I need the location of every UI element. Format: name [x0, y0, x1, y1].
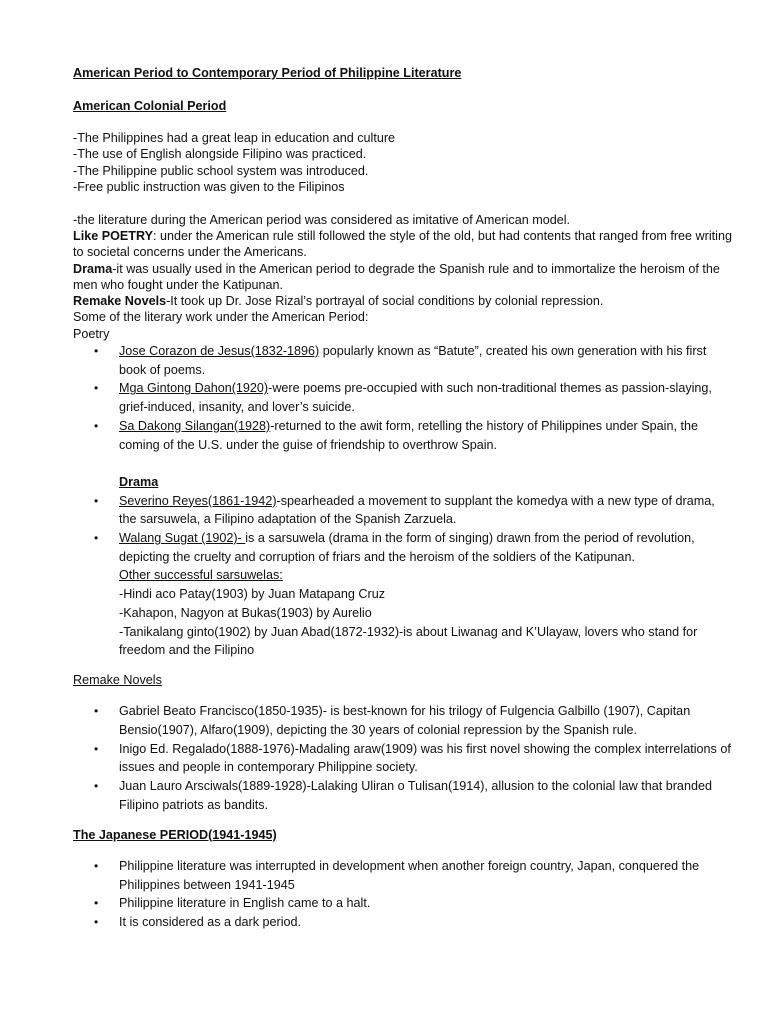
- drama-paragraph: [73, 261, 733, 294]
- drama-list: [73, 492, 733, 567]
- imitative-paragraph: -the literature during the American period was considered as imitative of American model.: [73, 212, 570, 227]
- list-item: [73, 529, 733, 566]
- drama-item-link: Walang Sugat (1902)-: [119, 531, 246, 546]
- list-item: [73, 417, 733, 454]
- colonial-point: -The Philippines had a great leap in education and culture: [73, 131, 396, 146]
- japanese-heading: The Japanese PERIOD(1941-1945): [73, 827, 277, 842]
- poetry-list: [73, 342, 733, 454]
- list-item: • Philippine literature was interrupted in development when another foreign country, Japan, conquered the Philippines between 1941-1945: [73, 857, 733, 894]
- remake-list: [73, 702, 733, 814]
- other-sarsuwelas-heading: Other successful sarsuwelas:: [119, 568, 283, 583]
- poetry-item-text: popularly known as “Batute”, created his own generation with his first book of poems.: [119, 344, 707, 377]
- document-title: American Period to Contemporary Period of Philippine Literature: [73, 66, 462, 80]
- drama-label: Drama: [73, 261, 113, 276]
- sarsuwela-item: -Hindi aco Patay(1903) by Juan Matapang Cruz: [119, 587, 386, 602]
- drama-text: -it was usually used in the American period to degrade the Spanish rule and to immortalize the heroism of the men who fought under the Katipunan.: [73, 261, 720, 292]
- poetry-paragraph: [73, 228, 733, 261]
- drama-item-text: -spearheaded a movement to supplant the komedya with a new type of drama, the sarsuwela, a Filipino adaptation of the Spanish Zarzuela.: [119, 493, 715, 527]
- colonial-point: -The Philippine public school system was introduced.: [73, 163, 369, 178]
- document-body: [73, 65, 733, 932]
- poetry-label: Like POETRY: [73, 228, 154, 243]
- list-item: • Juan Lauro Arsciwals(1889-1928)-Lalaking Uliran o Tulisan(1914), allusion to the colonial law that branded Filipino patriots as bandits.: [73, 777, 733, 814]
- list-item: • Inigo Ed. Regalado(1888-1976)-Madaling araw(1909) was his first novel showing the complex interrelations of issues and people in contemporary Philippine society.: [73, 740, 733, 777]
- list-item: • It is considered as a dark period.: [73, 913, 733, 932]
- remake-label: Remake Novels: [73, 294, 167, 309]
- colonial-point: -Free public instruction was given to the Filipinos: [73, 180, 345, 195]
- remake-heading: Remake Novels: [73, 672, 162, 687]
- list-item: [73, 492, 733, 529]
- poetry-text: : under the American rule still followed the style of the old, but had contents that ranged from free writing to societal concerns under the Americans.: [73, 228, 732, 260]
- drama-item-text: is a sarsuwela (drama in the form of singing) drawn from the period of revolution, depicting the cruelty and corruption of friars and the heroism of the soldiers of the Katipunan.: [119, 531, 695, 564]
- poetry-item-link: Mga Gintong Dahon(1920): [119, 381, 269, 396]
- poetry-item-text: -were poems pre-occupied with such non-traditional themes as passion-slaying, grief-induced, insanity, and lover’s suicide.: [119, 381, 712, 415]
- sarsuwela-item: -Kahapon, Nagyon at Bukas(1903) by Aurelio: [119, 605, 372, 620]
- poetry-item-link: Sa Dakong Silangan(1928): [119, 418, 271, 433]
- list-item: [73, 379, 733, 416]
- list-item: [73, 342, 733, 379]
- list-item: • Philippine literature in English came to a halt.: [73, 894, 733, 913]
- remake-paragraph: [73, 293, 733, 309]
- sarsuwela-item: -Tanikalang ginto(1902) by Juan Abad(1872-1932)-is about Liwanag and K’Ulayaw, lovers who stand for freedom and the Filipino: [119, 624, 698, 658]
- remake-text: -It took up Dr. Jose Rizal’s portrayal of social conditions by colonial repression.: [166, 294, 604, 309]
- poetry-item-text: -returned to the awit form, retelling the history of Philippines under Spain, the coming of the U.S. under the guise of friendship to overthrow Spain.: [119, 418, 698, 452]
- some-works-line: Some of the literary work under the American Period:: [73, 310, 369, 325]
- japanese-list: [73, 857, 733, 932]
- drama-heading: Drama: [119, 474, 159, 489]
- colonial-point: -The use of English alongside Filipino was practiced.: [73, 147, 367, 162]
- drama-item-link: Severino Reyes(1861-1942): [119, 493, 277, 508]
- list-item: • Gabriel Beato Francisco(1850-1935)- is best-known for his trilogy of Fulgencia Galbillo (1907), Capitan Bensio(1907), Alfaro(1909), depicting the 30 years of colonial repression by the Spanish rule.: [73, 702, 733, 739]
- poetry-heading: Poetry: [73, 326, 110, 341]
- poetry-item-link: Jose Corazon de Jesus(1832-1896): [119, 344, 320, 359]
- section-heading-colonial: American Colonial Period: [73, 98, 227, 113]
